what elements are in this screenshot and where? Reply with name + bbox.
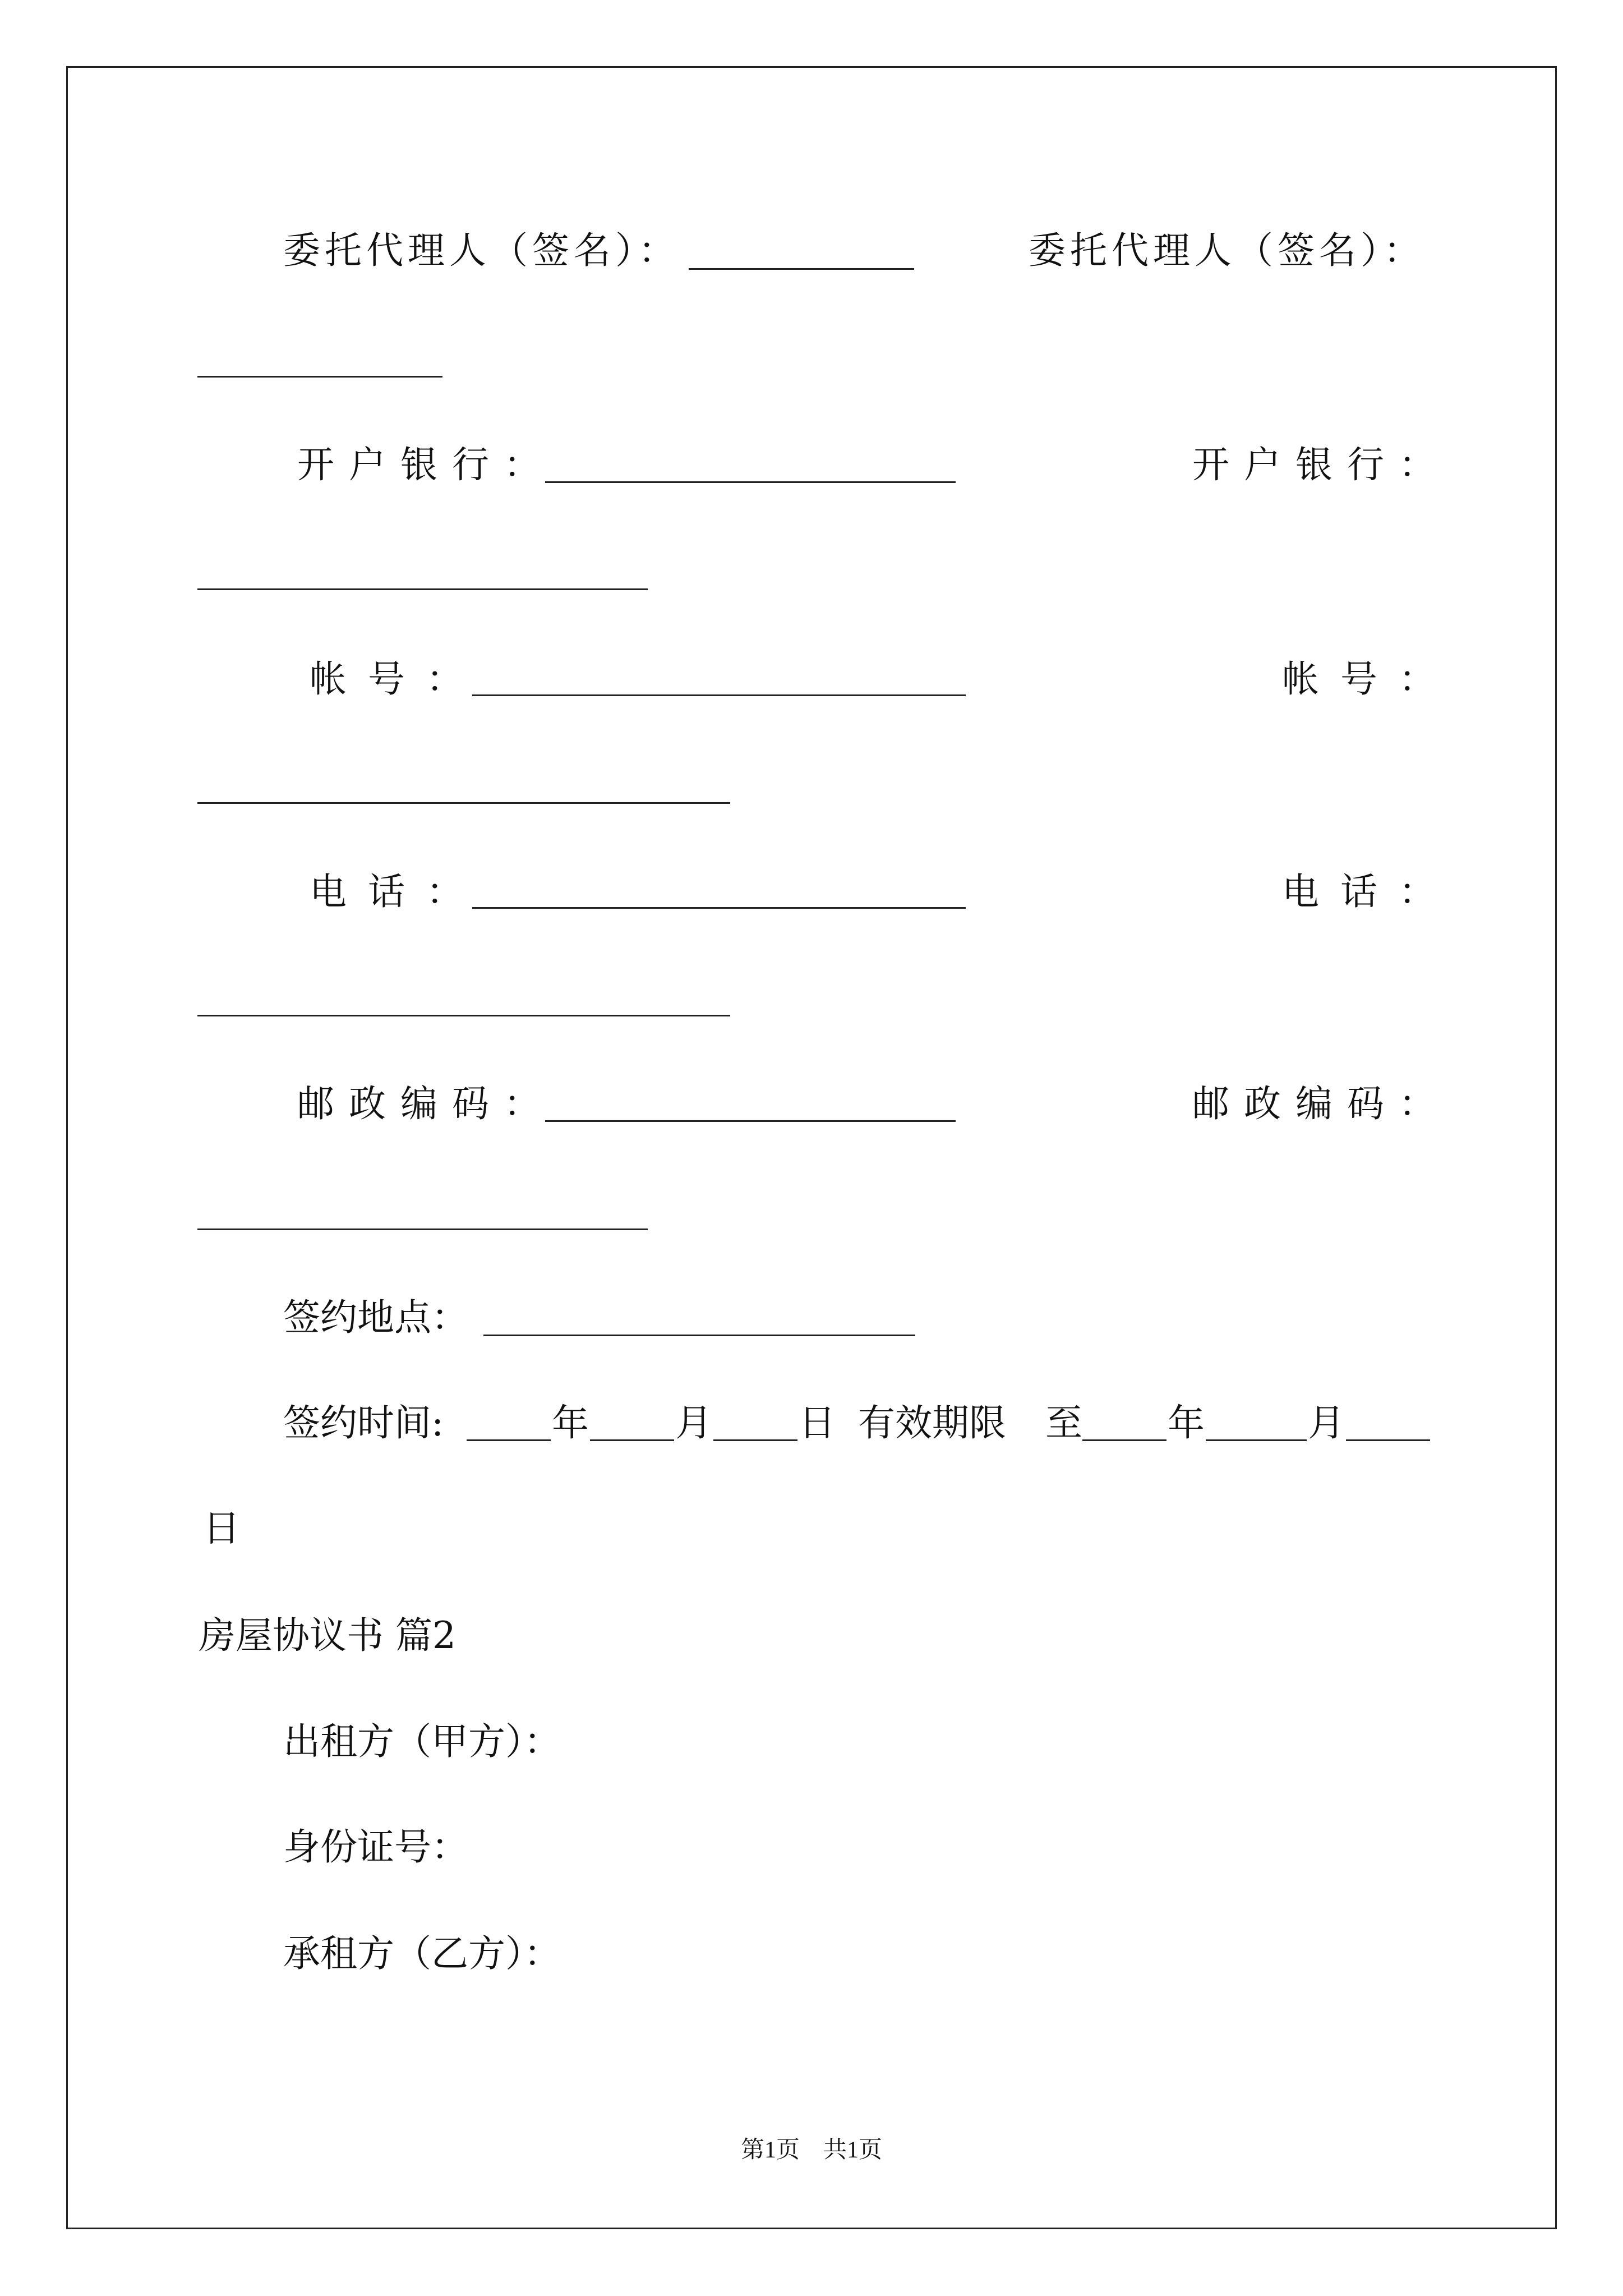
sign-month-line[interactable] xyxy=(590,1439,674,1441)
id-number-label: 身份证号： xyxy=(283,1825,468,1869)
to-day-unit: 日 xyxy=(203,1507,240,1550)
agent-line-left[interactable] xyxy=(689,268,914,270)
section-title: 房屋协议书 篇2 xyxy=(199,1614,456,1657)
sign-year-unit: 年 xyxy=(552,1401,589,1444)
account-label-right: 帐号： xyxy=(1282,657,1457,701)
lessor-label: 出租方（甲方）： xyxy=(283,1720,561,1763)
account-line-right[interactable] xyxy=(197,802,730,804)
account-label-left: 帐号： xyxy=(310,657,485,701)
validity-label: 有效期限 xyxy=(858,1401,1006,1444)
postcode-label-left: 邮政编码： xyxy=(297,1082,555,1125)
phone-line-left[interactable] xyxy=(472,907,966,909)
agent-line-right[interactable] xyxy=(197,376,442,378)
bank-line-right[interactable] xyxy=(197,588,648,590)
sign-day-unit: 日 xyxy=(799,1401,836,1444)
account-line-left[interactable] xyxy=(472,694,966,696)
agent-label-left: 委托代理人（签名）： xyxy=(283,229,680,272)
sign-day-line[interactable] xyxy=(713,1439,797,1441)
postcode-line-right[interactable] xyxy=(197,1228,648,1230)
phone-label-right: 电话： xyxy=(1282,870,1457,913)
postcode-line-left[interactable] xyxy=(545,1120,956,1122)
sign-month-unit: 月 xyxy=(675,1401,712,1444)
to-month-line[interactable] xyxy=(1206,1439,1307,1441)
to-month-unit: 月 xyxy=(1308,1401,1345,1444)
postcode-label-right: 邮政编码： xyxy=(1192,1082,1450,1125)
validity-to: 至 xyxy=(1045,1401,1082,1444)
sign-place-line[interactable] xyxy=(483,1335,915,1336)
phone-label-left: 电话： xyxy=(310,870,485,913)
bank-label-left: 开户银行： xyxy=(297,443,555,486)
sign-year-line[interactable] xyxy=(467,1439,551,1441)
page-footer: 第1页 共1页 xyxy=(740,2137,882,2163)
lessee-label: 承租方（乙方）： xyxy=(283,1932,561,1975)
to-year-line[interactable] xyxy=(1082,1439,1166,1441)
agent-label-right: 委托代理人（签名）： xyxy=(1029,229,1425,272)
phone-line-right[interactable] xyxy=(197,1015,730,1016)
to-day-line[interactable] xyxy=(1346,1439,1430,1441)
page-border xyxy=(66,66,1557,2229)
sign-place-label: 签约地点： xyxy=(283,1296,468,1339)
to-year-unit: 年 xyxy=(1168,1401,1205,1444)
sign-time-label: 签约时间: xyxy=(283,1401,444,1444)
bank-line-left[interactable] xyxy=(545,481,956,483)
bank-label-right: 开户银行： xyxy=(1192,443,1450,486)
